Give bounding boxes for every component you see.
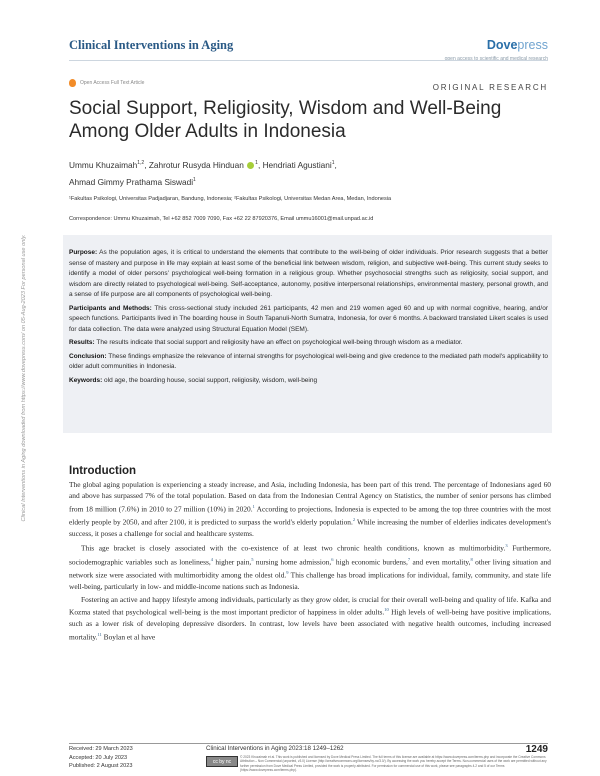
- citation-link[interactable]: 2: [352, 517, 356, 523]
- author-affil-sup: 1: [331, 160, 335, 166]
- orcid-icon[interactable]: [247, 162, 254, 169]
- text: and even mortality,: [410, 557, 471, 567]
- methods-label: Participants and Methods:: [69, 304, 152, 312]
- purpose-text: As the population ages, it is critical to understand the elements that contribute to the well-being of older individuals. Prior research suggests that a better sense of mastery and purpose in life may explain at least some of the beneficial link between wisdom, religion, and subjective well-being. This current study seeks to identify a model of older persons' psychological well-being formation in a religious group. Whether psychosocial strengths such as religiosity, social support, and wisdom are directly related to psychological well-being. Self-acceptance, autonomy, positive interpersonal relationships, environmental mastery, personal growth, and a sense of life purpose are all components of psychological well-being.: [69, 249, 548, 298]
- citation-link[interactable]: 9: [286, 570, 289, 576]
- conclusion-text: These findings emphasize the relevance of internal strengths for psychological well-being and give credence to the mediated path model's applicability to older adult communities in Indonesia.: [69, 352, 548, 370]
- text: nursing home admission,: [253, 557, 332, 567]
- purpose-label: Purpose:: [69, 249, 98, 256]
- author-name[interactable]: Ahmad Gimmy Prathama Siswadi: [69, 176, 194, 187]
- header-divider: [69, 60, 548, 61]
- text: other living situation and network size were associated with multimorbidity among the oldest old.: [69, 557, 551, 580]
- correspondence: Correspondence: Ummu Khuzaimah, Tel +62 852 7009 7090, Fax +62 22 87920376, Email ummu16001@mail.unpad.ac.id: [69, 216, 374, 222]
- keywords-text: old age, the boarding house, social support, religiosity, wisdom, well-being: [104, 376, 318, 384]
- methods-text: This cross-sectional study included 261 participants, 42 men and 219 women aged 60 and up with normal cognitive, hearing, and/or speech functions. Participants lived in The boarding house in South Tapanuli-North Sumatra, Indonesia, for over 6 months. A backward translated Likert scales is used for data collection. The data were analyzed using Structural Equation Model (SEM).: [69, 304, 548, 333]
- publisher-logo-sub: press: [517, 38, 548, 52]
- citation-link[interactable]: 8: [470, 556, 473, 562]
- accepted-date: Accepted: 20 July 2023: [69, 754, 128, 761]
- conclusion-label: Conclusion:: [69, 352, 107, 360]
- text: high economic burdens,: [333, 557, 408, 567]
- author-name[interactable]: Hendriati Agustiani: [262, 159, 332, 170]
- article-title: Social Support, Religiosity, Wisdom and Well-Being Among Older Adults in Indonesia: [69, 98, 502, 142]
- text: The global aging population is experiencing a steady increase, and Asia, including Indonesia, has been part of this trend. The percentage of Indonesians aged 60 and above has surpassed 7% of the total population. Based on data from the Indonesian Central Agency on Statistics, the number of senior persons has climbed from 18 million (7.6%) in 2010 to 27 million (10%) in 2020.: [69, 480, 551, 514]
- page-number: 1249: [525, 744, 548, 755]
- footer-divider: [69, 743, 548, 744]
- text: Fostering an active and happy lifestyle among individuals, particularly as they grow older, is crucial for their overall well-being and quality of life. Kafka and Kozma stated that psychological well-being is the most important predictor of happiness in older adults.: [69, 594, 551, 617]
- open-access-icon: [69, 79, 76, 87]
- abstract: [69, 248, 548, 389]
- open-access-label: Open Access Full Text Article: [80, 80, 145, 86]
- paragraph: [69, 595, 551, 644]
- results-label: Results:: [69, 339, 95, 346]
- citation-link[interactable]: 5: [251, 556, 254, 562]
- text: This age bracket is closely associated with the co-existence of at least two chronic health conditions, known as multimorbidity.: [81, 543, 506, 553]
- results-text: The results indicate that social support and religiosity have an effect on psychological well-being through wisdom as a mediator.: [96, 339, 463, 346]
- citation-link[interactable]: 11: [97, 631, 102, 637]
- publisher-logo-main: Dove: [486, 38, 518, 52]
- license-text: © 2023 Khuzaimah et al. This work is published and licensed by Dove Medical Press Limited. The full terms of this license are available at https://www.dovepress.com/terms.php and incorporate the Creative Commons Attribution – Non Commercial (unported, v3.0) License (http://creativecommons.org/licenses/by-nc/3.0/). By accessing the work you hereby accept the Terms. Non-commercial uses of the work are permitted without any further permission from Dove Medical Press Limited, provided the work is properly attributed. For permission for commercial use of this work, please see paragraphs 4.2 and 5 of our Terms (https://www.dovepress.com/terms.php).: [240, 755, 547, 773]
- section-heading-introduction: Introduction: [69, 465, 137, 477]
- text: This challenge has broad implications for individual, family, community, and state life well-being, particularly in low- and middle-income nations such as Indonesia.: [69, 570, 551, 591]
- text: Furthermore, sociodemographic variables such as loneliness,: [69, 543, 551, 567]
- paragraph: [69, 541, 551, 592]
- text: While increasing the number of elderlies indicates development's success, it poses a challenge for social and healthcare systems.: [69, 517, 551, 538]
- paragraph: [69, 480, 551, 539]
- introduction-body: [69, 480, 551, 645]
- author-affil-sup: 1,2: [137, 160, 145, 166]
- citation-link[interactable]: 7: [407, 556, 411, 562]
- text: Boylan et al have: [101, 632, 156, 642]
- citation-link[interactable]: 3: [505, 543, 508, 549]
- received-date: Received: 29 March 2023: [69, 746, 133, 752]
- publication-dates: [69, 745, 133, 771]
- author-name[interactable]: Zahrotur Rusyda Hinduan: [148, 159, 244, 170]
- author-affil-sup: 1: [193, 176, 196, 183]
- text: High levels of well-being have positive implications, such as a lower risk of developing depressive disorders. In contrast, low levels have been associated with negative health outcomes, including increased mortality.: [69, 607, 551, 642]
- author-name[interactable]: Ummu Khuzaimah: [69, 159, 138, 170]
- publisher-tagline: open access to scientific and medical research: [444, 56, 548, 62]
- published-date: Published: 2 August 2023: [69, 763, 133, 769]
- affiliations: ¹Fakultas Psikologi, Universitas Padjadjaran, Bandung, Indonesia; ²Fakultas Psikologi, Universitas Medan Area, Medan, Indonesia: [69, 196, 392, 202]
- keywords-label: Keywords:: [69, 376, 103, 384]
- journal-citation: Clinical Interventions in Aging 2023:18 1249–1262: [206, 745, 344, 752]
- open-access-badge: [69, 79, 144, 87]
- citation-link[interactable]: 10: [384, 607, 389, 613]
- publisher-logo[interactable]: [487, 38, 548, 52]
- author-affil-sup: 1: [255, 160, 258, 166]
- citation-link[interactable]: 1: [252, 503, 255, 509]
- author-list: Ummu Khuzaimah$^{1,2}$, Zahrotur Rusyda Hinduan $^1$, Hendriati Agustiani$^1$, Ahmad Gimmy Prathama Siswadi$^1$: [69, 159, 337, 187]
- section-type: ORIGINAL RESEARCH: [432, 83, 548, 92]
- download-watermark: Clinical Interventions in Aging downloaded from https://www.dovepress.com/ on 05-Aug-2023 For personal use only.: [21, 234, 27, 522]
- citation-link[interactable]: 6: [331, 556, 334, 562]
- journal-name: Clinical Interventions in Aging: [69, 38, 234, 52]
- cc-license-icon[interactable]: cc by nc: [206, 756, 238, 767]
- text: higher pain,: [212, 557, 252, 567]
- text: According to projections, Indonesia is expected to be among the top three countries with the most elderly people by 2050, and after 2100, it is predicted to surpass the world's elderly population.: [69, 504, 551, 527]
- citation-link[interactable]: 4: [210, 556, 213, 562]
